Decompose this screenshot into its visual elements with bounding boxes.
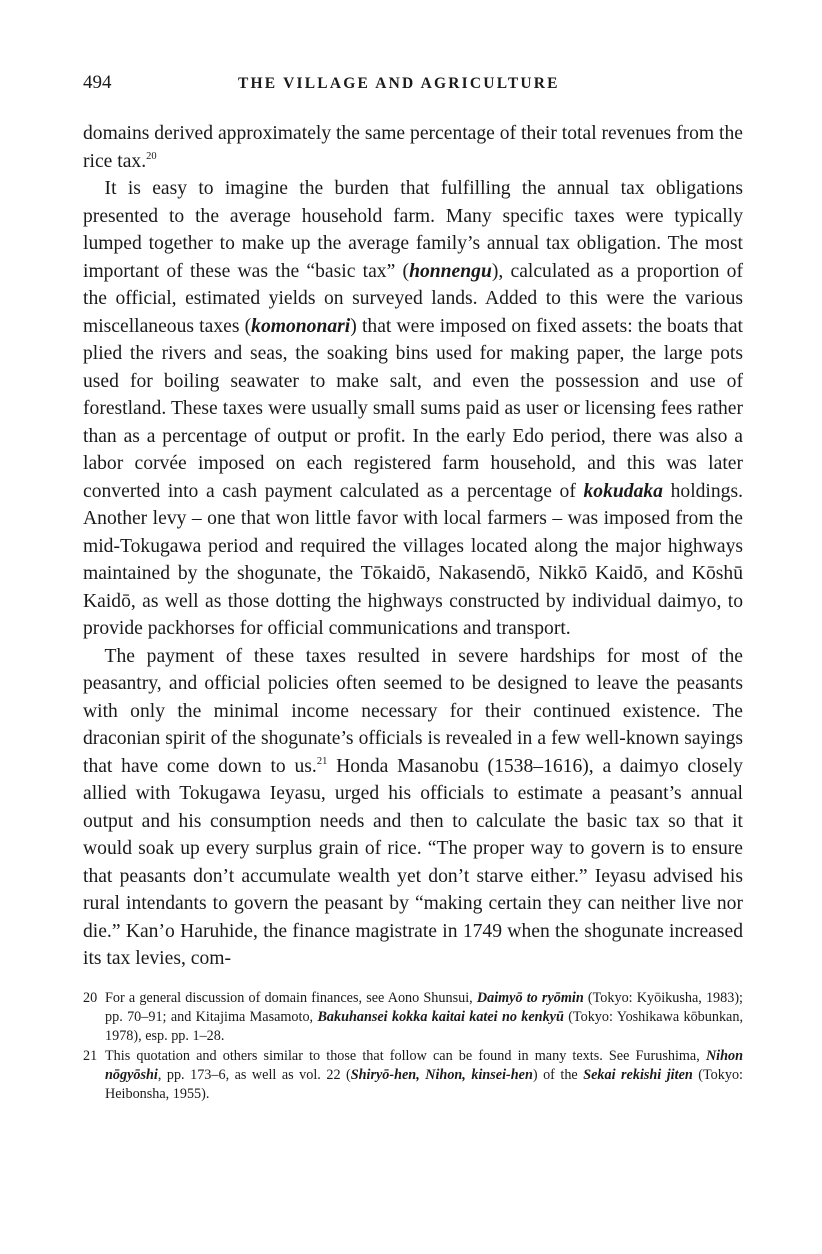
text-run: It is easy to imagine the burden that fulfilling the annual tax obligations presented to the average household farm. Many specific taxes were typically lumped together to make up the average family’s annual tax obligation. The most important of these was the “basic tax” ( (83, 178, 743, 282)
page-number: 494 (83, 72, 112, 93)
footnote-text (105, 1047, 743, 1104)
footnote-text (105, 989, 743, 1046)
page-header (83, 72, 743, 102)
text-run: , pp. 173–6, as well as vol. 22 ( (157, 1066, 351, 1083)
text-run: Honda Masanobu (1538–1616), a daimyo closely allied with Tokugawa Ieyasu, urged his officials to estimate a peasant’s annual output and his consumption needs and then to calculate the basic tax so that it would soak up every surplus grain of rice. “The proper way to govern is to ensure that peasants don’t accumulate wealth yet don’t starve either.” Ieyasu advised his rural intendants to govern the peasant by “making certain they can neither live nor die.” Kan’o Haruhide, the finance magistrate in 1749 when the shogunate increased its tax levies, com- (83, 755, 743, 969)
footnote-number: 20 (83, 989, 98, 1006)
text-run: ) of the (532, 1066, 584, 1083)
footnote-number: 21 (83, 1047, 98, 1064)
text-run: ), calculated as a proportion of the official, estimated yields on surveyed lands. Added to this were the various miscellaneous taxes ( (83, 260, 743, 337)
text-run: domains derived approximately the same percentage of their total revenues from the rice tax. (83, 123, 743, 172)
text-run: This quotation and others similar to those that follow can be found in many texts. See Furushima, (105, 1047, 706, 1064)
text-run: holdings. Another levy – one that won little favor with local farmers – was imposed from the mid-Tokugawa period and required the villages located along the major highways maintained by the shogunate, the Tōkaidō, Nakasendō, Nikkō Kaidō, and Kōshū Kaidō, as well as those dotting the highways constructed by individual daimyo, to provide packhorses for official communications and transport. (83, 480, 743, 639)
text-run: (Tokyo: Yoshikawa kōbunkan, 1978), esp. pp. 1–28. (105, 1008, 743, 1044)
footnote (83, 1047, 743, 1104)
footnote-reference: 21 (316, 755, 328, 767)
paragraph (83, 643, 743, 973)
running-head: THE VILLAGE AND AGRICULTURE (238, 75, 560, 92)
text-run: (Tokyo: Kyōikusha, 1983); pp. 70–91; and Kitajima Masamoto, (105, 989, 743, 1025)
text-run: ) that were imposed on fixed assets: the boats that plied the rivers and seas, the soaking bins used for making paper, the large pots used for boiling seawater to make salt, and even the possession and use of forestland. These taxes were usually small sums paid as user or licensing fees rather than as a percentage of output or profit. In the early Edo period, there was also a labor corvée imposed on each registered farm household, and this was later converted into a cash payment calculated as a percentage of (83, 315, 743, 502)
footnotes (83, 989, 743, 1104)
emphasized-term: Sekai rekishi jiten (583, 1066, 693, 1083)
emphasized-term: kokudaka (583, 480, 663, 502)
paragraph (83, 175, 743, 643)
paragraph (83, 120, 743, 175)
text-run: (Tokyo: Heibonsha, 1955). (105, 1066, 743, 1102)
text-run: For a general discussion of domain finances, see Aono Shunsui, (105, 989, 477, 1006)
emphasized-term: komononari (251, 315, 351, 337)
footnote-reference: 20 (146, 150, 157, 162)
footnote (83, 989, 743, 1046)
book-page (83, 72, 743, 1105)
body-text (83, 120, 743, 973)
text-run: The payment of these taxes resulted in severe hardships for most of the peasantry, and official policies often seemed to be designed to leave the peasants with only the minimal income necessary for their continued existence. The draconian spirit of the shogunate’s officials is revealed in a few well-known sayings that have come down to us. (83, 645, 743, 777)
emphasized-term: Bakuhansei kokka kaitai katei no kenkyū (317, 1008, 564, 1025)
emphasized-term: Daimyō to ryōmin (476, 989, 584, 1006)
emphasized-term: Shiryō-hen, Nihon, kinsei-hen (350, 1066, 533, 1083)
emphasized-term: Nihon nōgyōshi (105, 1047, 743, 1083)
emphasized-term: honnengu (409, 260, 492, 282)
